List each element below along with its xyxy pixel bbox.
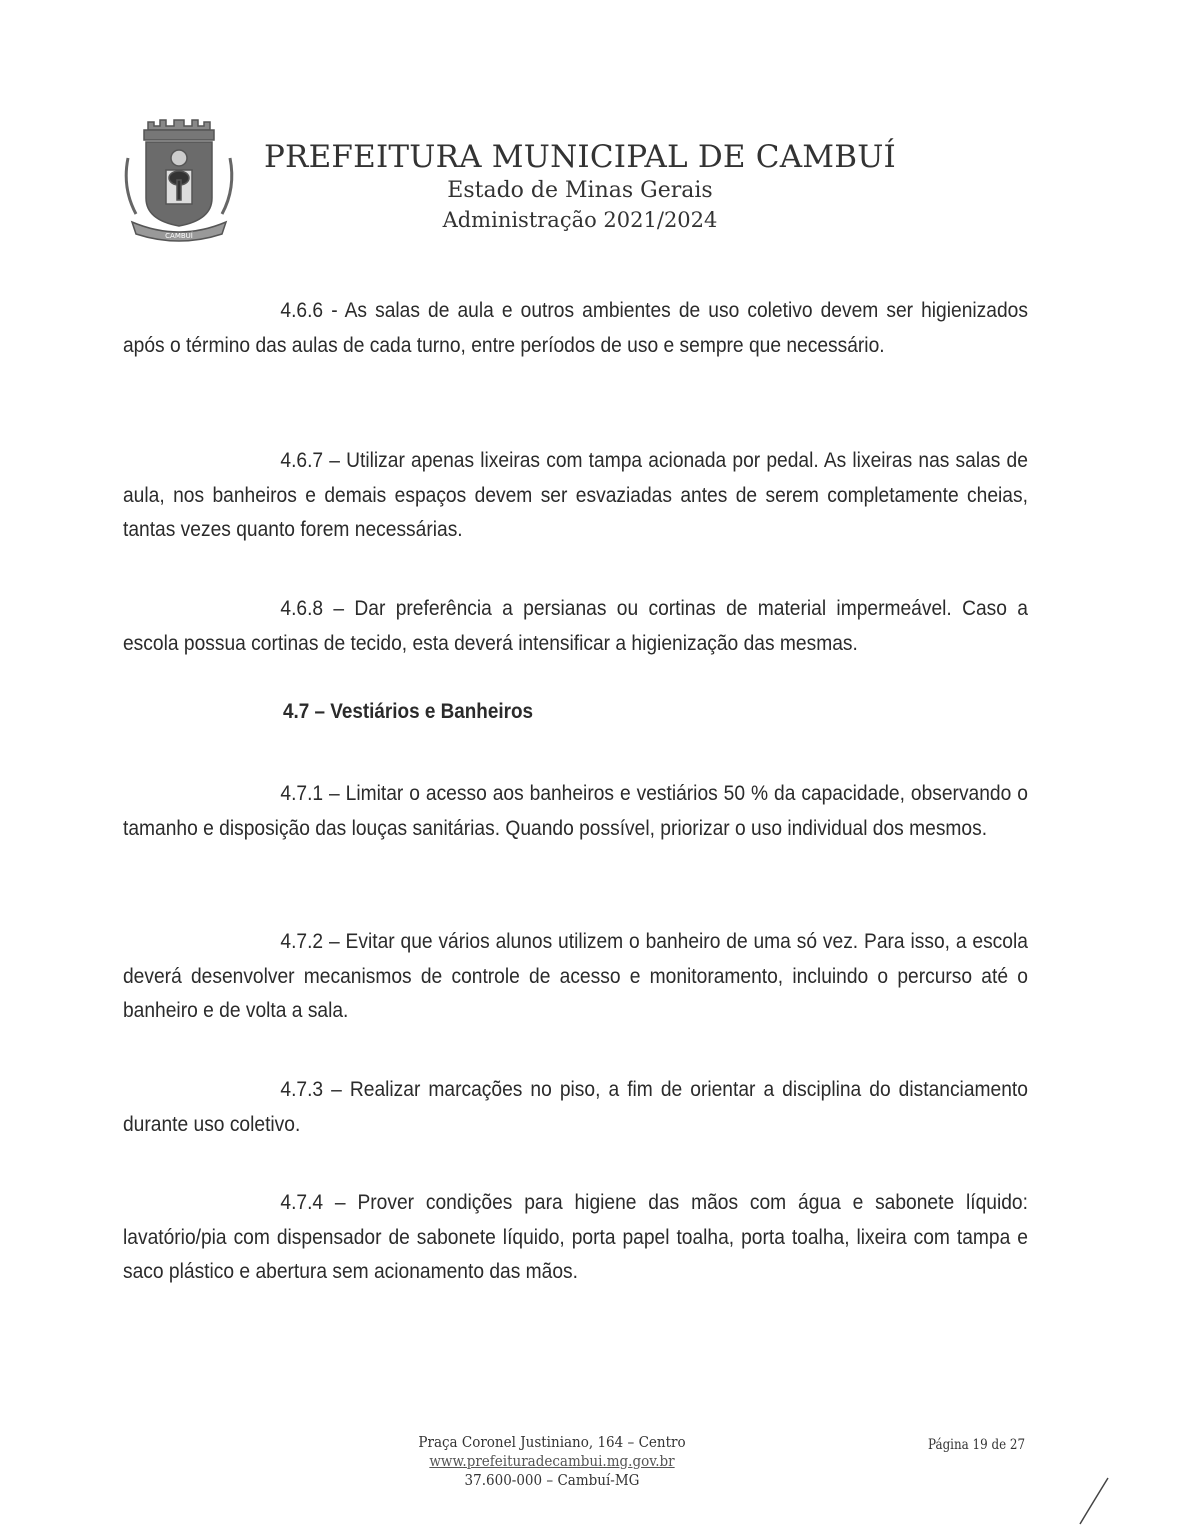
footer-website-link[interactable]: www.prefeituradecambui.mg.gov.br bbox=[429, 1452, 675, 1470]
paragraph-4-6-7 bbox=[123, 444, 1028, 548]
paragraph-4-6-6 bbox=[123, 294, 1028, 363]
paragraph-text: 4.6.7 – Utilizar apenas lixeiras com tampa acionada por pedal. As lixeiras nas salas de aula, nos banheiros e demais espaços devem ser esvaziadas antes de serem completamente cheias, tantas vezes quanto forem necessárias. bbox=[123, 449, 1028, 541]
paragraph-4-6-8 bbox=[123, 592, 1028, 661]
footer-zip-city: 37.600-000 – Cambuí-MG bbox=[464, 1471, 640, 1489]
paragraph-4-7-3 bbox=[123, 1073, 1028, 1142]
footer-address: Praça Coronel Justiniano, 164 – Centro bbox=[418, 1433, 686, 1451]
letterhead bbox=[250, 138, 910, 234]
paragraph-4-7-1 bbox=[123, 777, 1028, 846]
paragraph-text: 4.7.1 – Limitar o acesso aos banheiros e vestiários 50 % da capacidade, observando o tamanho e disposição das louças sanitárias. Quando possível, priorizar o uso individual dos mesmos. bbox=[123, 782, 1028, 840]
initial-mark-icon bbox=[1070, 1468, 1130, 1528]
paragraph-4-7-2 bbox=[123, 925, 1028, 1029]
paragraph-text: 4.7.3 – Realizar marcações no piso, a fim de orientar a disciplina do distanciamento durante uso coletivo. bbox=[123, 1078, 1028, 1136]
crest-label: CAMBUÍ bbox=[165, 232, 193, 240]
letterhead-title: PREFEITURA MUNICIPAL DE CAMBUÍ bbox=[264, 139, 896, 175]
footer-address-block bbox=[390, 1433, 714, 1490]
page-number: Página 19 de 27 bbox=[928, 1437, 1026, 1453]
paragraph-4-7-4 bbox=[123, 1186, 1028, 1290]
paragraph-text: 4.7.4 – Prover condições para higiene das mãos com água e sabonete líquido: lavatório/pia com dispensador de sabonete líquido, porta papel toalha, porta toalha, lixeira com tampa e saco plástico e abertura sem acionamento das mãos. bbox=[123, 1191, 1028, 1283]
paragraph-text: 4.6.6 - As salas de aula e outros ambientes de uso coletivo devem ser higienizados após o término das aulas de cada turno, entre períodos de uso e sempre que necessário. bbox=[123, 299, 1028, 357]
paragraph-text: 4.7.2 – Evitar que vários alunos utilizem o banheiro de uma só vez. Para isso, a escola deverá desenvolver mecanismos de controle de acesso e monitoramento, incluindo o percurso até o banheiro e de volta a sala. bbox=[123, 930, 1028, 1022]
letterhead-state: Estado de Minas Gerais bbox=[447, 178, 713, 203]
paragraph-text: 4.6.8 – Dar preferência a persianas ou cortinas de material impermeável. Caso a escola possua cortinas de tecido, esta deverá intensificar a higienização das mesmas. bbox=[123, 597, 1028, 655]
section-heading: 4.7 – Vestiários e Banheiros bbox=[283, 700, 534, 723]
municipal-coat-of-arms-icon bbox=[118, 118, 240, 246]
letterhead-administration: Administração 2021/2024 bbox=[442, 208, 718, 232]
